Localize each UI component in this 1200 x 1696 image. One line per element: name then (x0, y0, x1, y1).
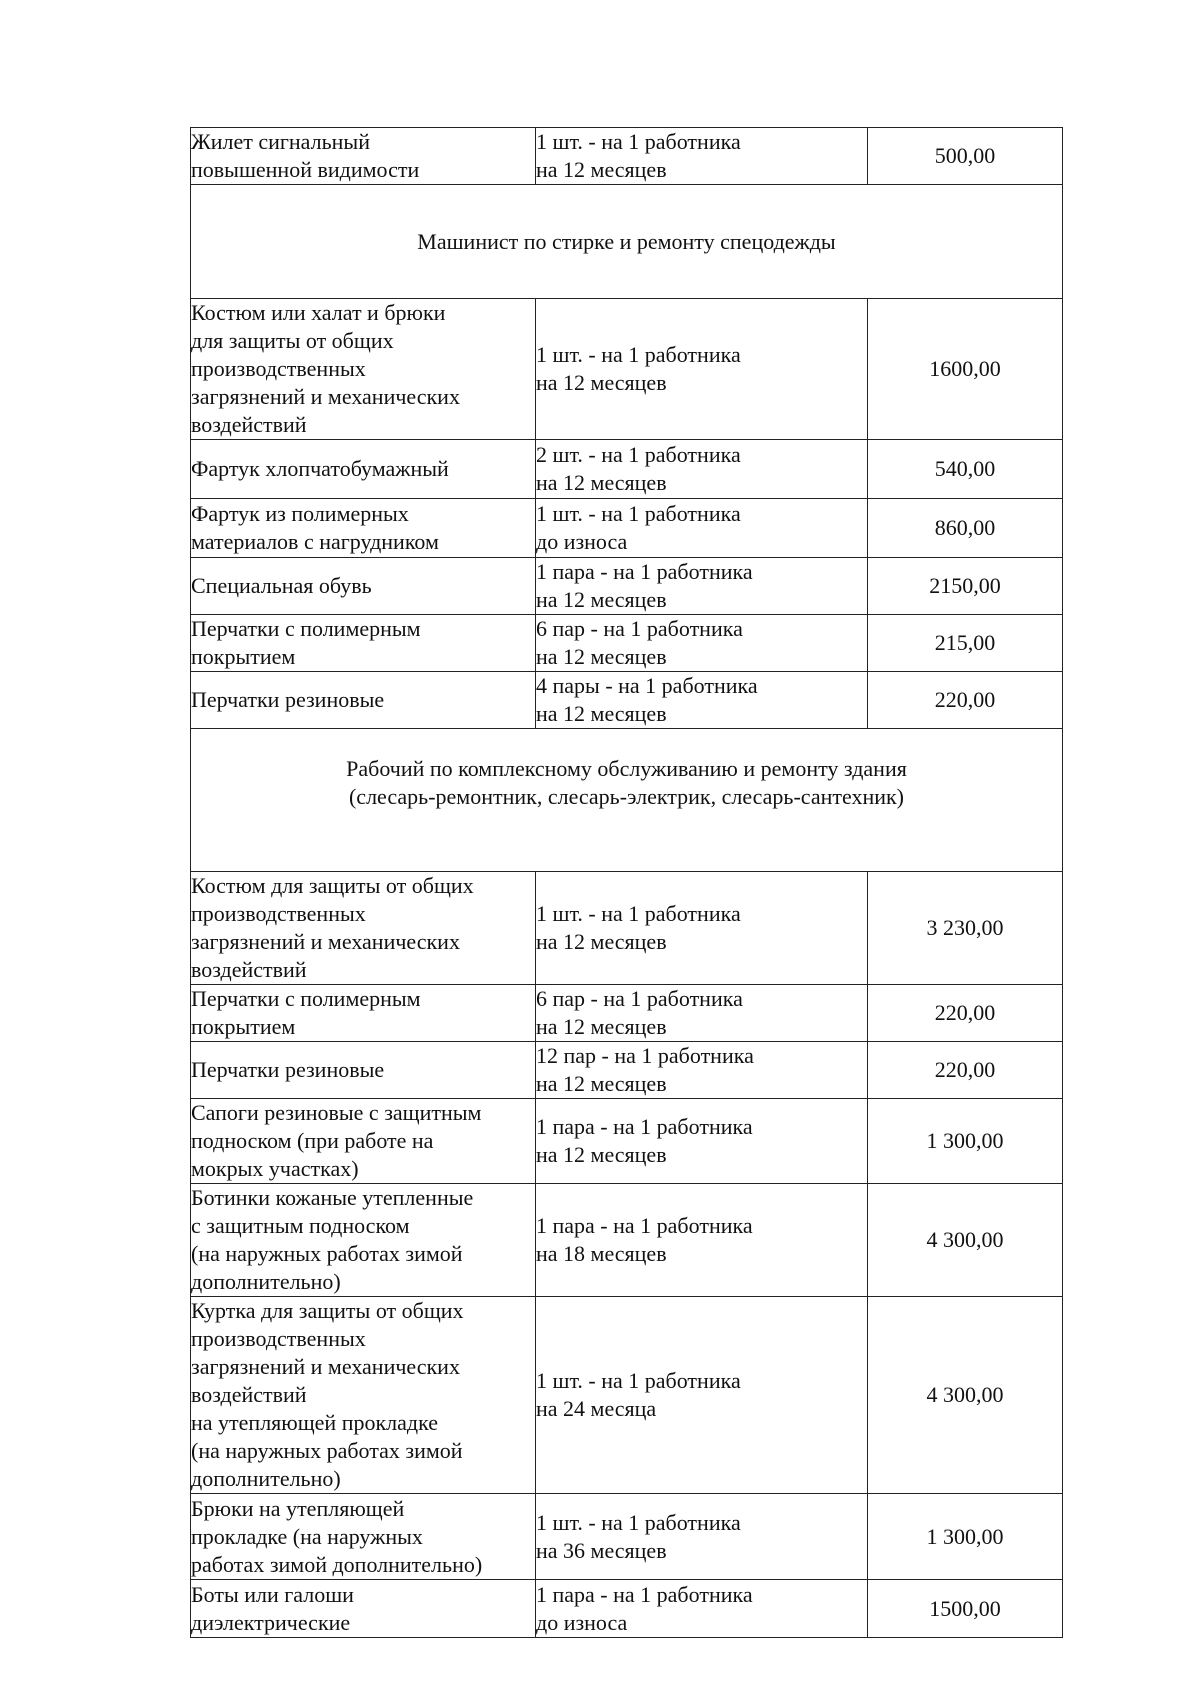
section-title: Рабочий по комплексному обслуживанию и ремонту здания (слесарь-ремонтник, слесарь-электрик, слесарь-сантехник) (191, 729, 1063, 872)
price-cell: 500,00 (868, 128, 1063, 185)
issue-norm-cell: 12 пар - на 1 работника на 12 месяцев (536, 1042, 868, 1099)
item-name-cell: Перчатки резиновые (191, 672, 536, 729)
item-name-cell: Костюм для защиты от общих производственных загрязнений и механических воздействий (191, 872, 536, 985)
price-cell: 220,00 (868, 985, 1063, 1042)
issue-norm-cell: 1 шт. - на 1 работника до износа (536, 499, 868, 558)
table-row (191, 1297, 1063, 1494)
price-cell: 220,00 (868, 672, 1063, 729)
item-name-cell: Перчатки с полимерным покрытием (191, 985, 536, 1042)
price-cell: 215,00 (868, 615, 1063, 672)
issue-norm-cell: 1 шт. - на 1 работника на 12 месяцев (536, 872, 868, 985)
table-row (191, 985, 1063, 1042)
item-name-cell: Фартук из полимерных материалов с нагрудником (191, 499, 536, 558)
issue-norm-cell: 6 пар - на 1 работника на 12 месяцев (536, 615, 868, 672)
section-title: Машинист по стирке и ремонту спецодежды (191, 185, 1063, 299)
item-name-cell: Костюм или халат и брюки для защиты от общих производственных загрязнений и механических воздействий (191, 299, 536, 440)
item-name-cell: Жилет сигнальный повышенной видимости (191, 128, 536, 185)
table-row (191, 872, 1063, 985)
price-cell: 4 300,00 (868, 1297, 1063, 1494)
price-cell: 1 300,00 (868, 1494, 1063, 1580)
price-cell: 860,00 (868, 499, 1063, 558)
issue-norm-cell: 1 пара - на 1 работника на 18 месяцев (536, 1184, 868, 1297)
price-cell: 2150,00 (868, 558, 1063, 615)
table-row (191, 1042, 1063, 1099)
price-cell: 540,00 (868, 440, 1063, 499)
section-header-row (191, 185, 1063, 299)
table-row (191, 1184, 1063, 1297)
issue-norm-cell: 1 пара - на 1 работника на 12 месяцев (536, 558, 868, 615)
table-row (191, 1580, 1063, 1638)
price-cell: 1500,00 (868, 1580, 1063, 1638)
price-cell: 1600,00 (868, 299, 1063, 440)
item-name-cell: Брюки на утепляющей прокладке (на наружных работах зимой дополнительно) (191, 1494, 536, 1580)
issue-norm-cell: 1 шт. - на 1 работника на 12 месяцев (536, 128, 868, 185)
table-row (191, 672, 1063, 729)
table-row (191, 499, 1063, 558)
item-name-cell: Ботинки кожаные утепленные с защитным подноском (на наружных работах зимой дополнительно) (191, 1184, 536, 1297)
table-row (191, 440, 1063, 499)
item-name-cell: Перчатки резиновые (191, 1042, 536, 1099)
table-row (191, 615, 1063, 672)
item-name-cell: Специальная обувь (191, 558, 536, 615)
item-name-cell: Перчатки с полимерным покрытием (191, 615, 536, 672)
price-cell: 3 230,00 (868, 872, 1063, 985)
issue-norm-cell: 1 пара - на 1 работника на 12 месяцев (536, 1099, 868, 1184)
price-cell: 1 300,00 (868, 1099, 1063, 1184)
item-name-cell: Куртка для защиты от общих производственных загрязнений и механических воздействий на утепляющей прокладке (на наружных работах зимой дополнительно) (191, 1297, 536, 1494)
table-row (191, 299, 1063, 440)
issue-norm-cell: 2 шт. - на 1 работника на 12 месяцев (536, 440, 868, 499)
table-row (191, 1494, 1063, 1580)
table-row (191, 558, 1063, 615)
section-header-row (191, 729, 1063, 872)
issue-norm-cell: 4 пары - на 1 работника на 12 месяцев (536, 672, 868, 729)
price-cell: 220,00 (868, 1042, 1063, 1099)
issue-norm-cell: 1 шт. - на 1 работника на 12 месяцев (536, 299, 868, 440)
item-name-cell: Фартук хлопчатобумажный (191, 440, 536, 499)
issue-norm-cell: 1 шт. - на 1 работника на 24 месяца (536, 1297, 868, 1494)
issue-norm-cell: 6 пар - на 1 работника на 12 месяцев (536, 985, 868, 1042)
issue-norm-cell: 1 шт. - на 1 работника на 36 месяцев (536, 1494, 868, 1580)
item-name-cell: Боты или галоши диэлектрические (191, 1580, 536, 1638)
table-row (191, 128, 1063, 185)
ppe-norms-table (190, 127, 1063, 1638)
price-cell: 4 300,00 (868, 1184, 1063, 1297)
table-row (191, 1099, 1063, 1184)
item-name-cell: Сапоги резиновые с защитным подноском (при работе на мокрых участках) (191, 1099, 536, 1184)
issue-norm-cell: 1 пара - на 1 работника до износа (536, 1580, 868, 1638)
